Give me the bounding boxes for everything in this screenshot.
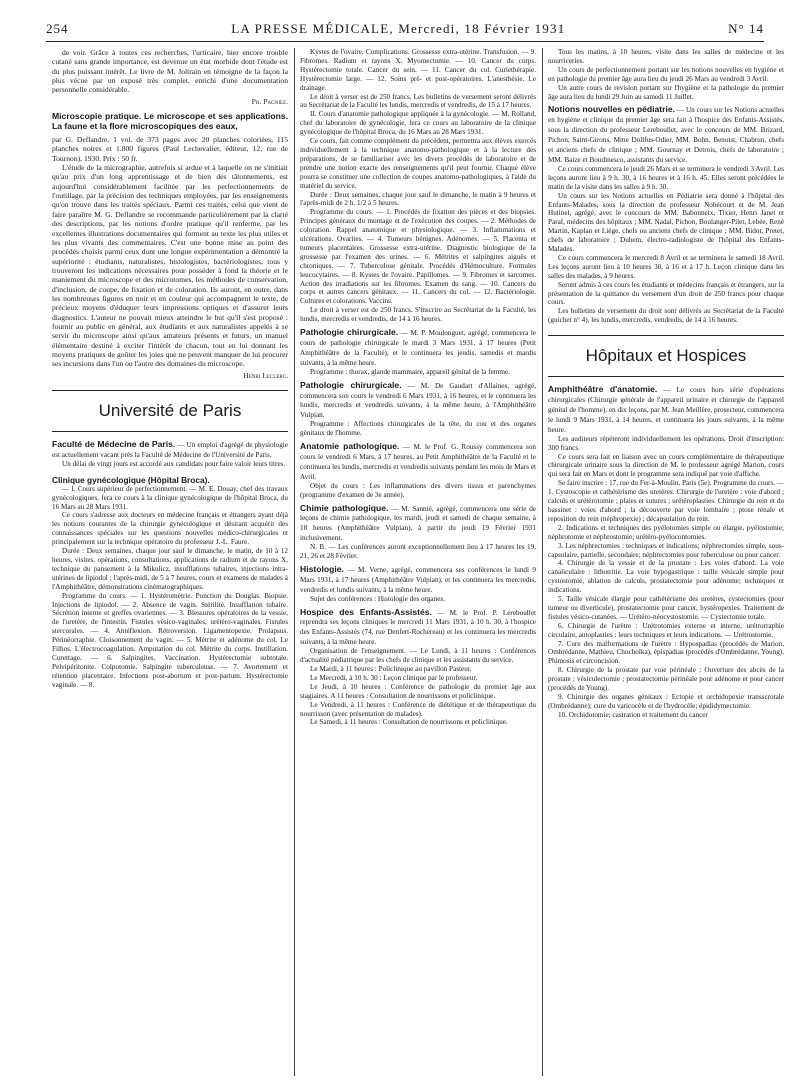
- review-body: L'étude de la micrographie, autrefois si ardue et à laquelle on ne s'initiait qu'au prix d'un long apprentissage et de bien des tâtonnements, est aujourd'hui considérablement facilitée par les perfectionnements de l'outillage, par la précision des techniques employées, par les enseignements qu'on trouve dans les traités spéciaux. Parmi ces traités, celui que vient de faire paraître M. G. Deflandre se recommande particulièrement par la clarté des descriptions, par les notions d'ordre pratique qu'il renferme, par les excellentes illustrations documentaires qui forment au texte les plus utiles et les plus vivants des commentaires. C'est une bonne mise au point des procédés choisis parmi ceux dont une longue expérimentation a démontré la supériorité : étudiants, naturalistes, histologistes, bactériologistes, tous y trouveront les indications nécessaires pour posséder à fond la théorie et le maniement du microscope et des microtomes, les méthodes de conservation, d'inclusion, de coupe, de fixation et de coloration. Ils auront, en outre, dans les nombreuses figures en noir et en couleur qui accompagnent le texte, de précieux moyens d'éduquer leurs impressions optiques et d'assurer leurs diagnostics. L'auteur ne pouvait mieux atteindre le but qu'il s'est proposé : fournir au public en général, aux étudiants et aux naturalistes appelés à se servir du microscope ainsi qu'aux amateurs présents et futurs, un manuel élémentaire destiné à exciter l'intérêt de chacun, tout en lui donnant les moyens pratiques de goûter les joies que ne peuvent manquer de lui procurer ses incursions dans l'un ou l'autre des domaines du microscope.: [52, 163, 288, 369]
- paragraph: 9. Chirurgie des organes génitaux : Ectopie et orchidopexie transscrotale (Ombrédanne); cure du varicocèle et de l'hydrocèle; épididymectomie.: [548, 693, 784, 710]
- page-header: [46, 18, 764, 40]
- paragraph: de voir. Grâce à toutes ces recherches, l'urticaire, hier encore trouble cutané sans grande importance, est devenue un état morbide dont l'étude est du plus puissant intérêt. Le livre de M. Joltrain en témoigne de la façon la plus vécue par un exposé très complet, enrichi d'une documentation personnelle considérable.: [52, 48, 288, 95]
- paragraph: Organisation de l'enseignement. — Le Lundi, à 11 heures : Conférences d'actualité pédiatrique par les chefs de clinique et les assistants du service.: [300, 647, 536, 665]
- page-number: 254: [46, 21, 69, 36]
- paragraph: Un autre cours de revision portant sur l'hygiène et la pathologie du premier âge aura lieu du lundi 29 Juin au samedi 11 Juillet.: [548, 83, 784, 101]
- item-heading: Notions nouvelles en pédiatrie.: [548, 104, 676, 115]
- paragraph: Objet du cours : Les inflammations des divers tissus et parenchymes (programme d'examen de 3e année).: [300, 481, 536, 499]
- section-banner: [548, 335, 784, 377]
- paragraph: N. B. — Les conférences auront exceptionnellement lieu à 17 heures les 19, 21, 26 et 28 Février.: [300, 543, 536, 561]
- paragraph: 10. Orchidotomie; castration et traitement du cancer: [558, 710, 708, 719]
- section-title: Hôpitaux et Hospices: [585, 346, 747, 366]
- item-heading: Chimie pathologique.: [300, 502, 389, 513]
- journal-title: LA PRESSE MÉDICALE, Mercredi, 18 Février 1931: [231, 21, 566, 36]
- section-title: Université de Paris: [98, 401, 242, 420]
- item-text: — M. De Gaudart d'Allaines, agrégé, commencera son cours le vendredi 6 Mars 1931, à 16 heures, et le continuera les lundis, mercredis et vendredis suivants, à la même heure, à l'Amphithéâtre Vulpian.: [300, 381, 536, 420]
- paragraph: Ce cours commencera le mercredi 8 Avril et se terminera le samedi 18 Avril. Les leçons auront lieu à 10 heures 30, à 16 et à 17 h. Leçon clinique dans les salles des malades, à 9 heures.: [548, 253, 784, 280]
- column-left: [52, 48, 288, 1078]
- paragraph: Un cours sur les Notions actuelles en Pédiatrie sera donné à l'hôpital des Enfants-Malades, sous la direction du professeur Nobécourt et de M. Jean Hutinel, agrégé, avec le concours de MM. Babonneix, Tixier, Henri Janet et Paraf, médecins des hôpitaux ; MM. Nadal, Pichon, Boulanger-Pilet, Lebée, René Martin, Kaplan et Liège, chefs ou anciens chefs de clinique ; MM. Bidot, Pretet, chefs de laboratoire ; Duhem, électro-radiologiste de l'hôpital des Enfants-Malades.: [548, 191, 784, 254]
- paragraph: 3. Les néphrectomies : techniques et indications; néphrectomies simple, sous-capsulaire, partielle, secondaire; néphrectomies pour tuberculose ou pour cancer.: [548, 541, 784, 559]
- paragraph: Kystes de l'ovaire. Complications. Grossesse extra-utérine. Transfusion. — 9. Fibromes. Radium et rayons X. Myomectomie. — 10. Cancer du corps. Hystérectomie totale. Cancer du sein. — 11. Cancer du col. Curiethérapie. Hystérectomie large. — 12. Soins pré- et post-opératoires. L'anesthésie. Le drainage.: [300, 48, 536, 92]
- paragraph: Les auditeurs répéteront individuellement les opérations. Droit d'inscription: 300 francs.: [548, 434, 784, 452]
- paragraph: Programme du cours. — 1. Procédés de fixation des pièces et des biopsies. Principes généraux du montage et de l'exécution des coupes. — 2. Méthodes de coloration. Rappel anatomique et physiologique. — 3. Inflammations et ulcérations. Ovarites. — 4. Tumeurs bénignes. Adénomes. — 5. Placenta et tumeurs placentaires. Grossesse extra-utérine. Diagnostic biologique de la grossesse par l'examen des urines. — 6. Métrites et salpingites aiguës et chroniques. — 7. Tuberculose génitale. Procédés d'Hémoculture. Formules leucocytaires. — 8. Kystes de l'ovaire. Papillomes. — 9. Fibromes et sarcomes. Action des irradiations sur les fibromes. Examen du sang. — 10. Cancers du corps et autres cancers génitaux. — 11. Cancers du col. — 12. Bactériologie. Cultures et colorations. Vaccins.: [300, 208, 536, 306]
- signature: Henri Leclerc.: [243, 370, 288, 380]
- paragraph: — I. Cours supérieur de perfectionnement. — M. E. Douay, chef des travaux gynécologiques, fera ce cours à la clinique gynécologique de l'hôpital Broca, du 16 Mars au 28 Mars 1931.: [52, 484, 288, 511]
- paragraph: Seront admis à ces cours les étudiants et médecins français et étrangers, sur la présentation de la quittance du versement d'un droit de 250 francs pour chaque cours.: [548, 280, 784, 307]
- review-meta: par G. Deflandre, 1 vol. de 373 pages avec 20 planches coloriées, 115 planches noires et 1.800 figures (Paul Lechevalier, éditeur, 12, rue de Tournon), 1930. Prix : 50 fr.: [52, 135, 288, 163]
- item-heading: Histologie.: [300, 563, 344, 574]
- item-heading: Hospice des Enfants-Assistés.: [300, 606, 432, 617]
- item-text: — M. Sannié, agrégé, commencera une série de leçons de chimie pathologique, les mardi, jeudi et samedi de chaque semaine, à 18 heures (Amphithéâtre Vulpian), à partir du jeudi 19 Février 1931 inclusivement.: [300, 504, 536, 543]
- paragraph: 4. Chirurgie de la vessie et de la prostate : Les voies d'abord. La voie canaliculaire : lithotritie. La voie hypogastrique : taille vésicale simple pour cystostomie, ablation de calculs, prostatectomie pour adénome; techniques et indications.: [548, 559, 784, 595]
- paragraph: Programme : Affections chirurgicales de la tête, du cou et des organes génitaux de l'homme.: [300, 420, 536, 438]
- item-text: — M. Verne, agrégé, commencera ses conférences le lundi 9 Mars 1931, à 17 heures (Amphithéâtre Vulpian), et les continuera les mercredis, vendredis et lundis suivants, à la même heure.: [300, 565, 536, 594]
- column-divider: [542, 48, 543, 1076]
- paragraph: II. Cours d'anatomie pathologique appliquée à la gynécologie. — M. Rolland, chef du laboratoire de gynécologie, fera ce cours au laboratoire de la clinique gynécologique de l'hôpital Broca, du 16 Mars au 28 Mars 1931.: [300, 110, 536, 137]
- column-divider: [294, 48, 295, 1076]
- paragraph: Le Vendredi, à 11 heures : Conférence de diététique et de thérapeutique du nourrisson (avec présentation de malades).: [300, 700, 536, 718]
- signature: Ph. Pagniez.: [251, 96, 288, 106]
- paragraph: Le droit à verser est de 250 francs. Les bulletins de versement seront délivrés au Secrétariat de la Faculté les lundis, mercredis et vendredis, de 15 à 17 heures.: [300, 92, 536, 110]
- review-title: Microscopie pratique. Le microscope et ses applications. La faune et la flore microscopiques des eaux,: [52, 111, 288, 132]
- paragraph: Durée : Deux semaines, chaque jour sauf le dimanche, le matin, de 10 à 12 heures, visites, opérations, consultations, applications de radium et de rayons X, technique du pansement à la Mikulicz, insufflations tubaires, injections intra-utérines de lipiodol ; l'après-midi, de 5 à 7 heures, cours et examens de malades à l'Amphithéâtre, démonstrations cinématographiques.: [52, 547, 288, 591]
- item-text: — M. le Prof. G. Roussy commencera son cours le vendredi 6 Mars, à 17 heures, au Petit Amphithéâtre de la Faculté et le continuera les lundis, mercredis et vendredis suivants pendant les mois de Mars et Avril.: [300, 443, 536, 481]
- item-heading: Pathologie chirurgicale.: [300, 379, 402, 390]
- item-text: — Un cours sur les Notions actuelles en hygiène et clinique du premier âge sera fait à l'hospice des Enfants-Assistés, sous la direction du professeur Lereboullet, avec le concours de MM. Brizard, Pichon, Saint-Girons, Mme Dollfus-Odier, MM. Bohn, Benoist, Chabrun, chefs et anciens chefs de clinique ; MM. Gournay et Detrois, chefs de laboratoire ; MM. Baize et Boudinesco, assistants du service.: [548, 106, 784, 164]
- paragraph: Tous les matins, à 10 heures, visite dans les salles de médecine et les nourriceries.: [548, 48, 784, 65]
- paragraph: 6. Chirurgie de l'urètre : Urétrotomies externe et interne, urétrorraphie circulaire, autoplasties : leurs techniques et leurs indications. — Urétrostomie.: [548, 621, 784, 639]
- column-right: [548, 48, 784, 1078]
- paragraph: Durée : Deux semaines, chaque jour sauf le dimanche, le matin à 9 heures et l'après-midi de 2 h. 1/2 à 5 heures.: [300, 190, 536, 208]
- paragraph: Se faire inscrire : 17, rue du Fer-à-Moulin, Paris (5e). Programme du cours. — 1. Cystoscopie et cathétérisme des uretères. Chirurgie de l'uretère : voie d'abord ; calculs et urétérotomie ; plaies et sutures ; urétéroplasties. Chirurgie du rein et du bassinet : voies d'abord ; la découverte par voie lombaire ; ptose rénale et reposition du rein (néphropexie) ; décapsulation du rein.: [548, 479, 784, 523]
- section-banner: [52, 390, 288, 432]
- paragraph: 2. Indications et techniques des pyélotomies simple ou élargie, pyélostomie; néphrotomie et néphrostomie; urétéro-pyélocontomies.: [548, 523, 784, 541]
- paragraph: Le Jeudi, à 10 heures : Conférence de pathologie du premier âge aux stagiaires. A 11 heures : Consultation de nourrissons et policlinique.: [300, 682, 536, 700]
- paragraph: Un cours de perfectionnement portant sur les notions nouvelles en hygiène et en pathologie du premier âge aura lieu du jeudi 26 Mars au vendredi 3 Avril.: [548, 65, 784, 83]
- item-text: — M. P. Moulonguet, agrégé, commencera le cours de pathologie chirurgicale le mardi 3 Mars 1931, à 17 heures (Petit Amphithéâtre de la Faculté), et le continuera les jeudis, samedis et mardis suivants, à la même heure.: [300, 329, 536, 367]
- issue-number: N° 14: [728, 21, 764, 36]
- item-text: — Un emploi d'agrégé de physiologie est actuellement vacant près la Faculté de Médecine de l'Université de Paris.: [52, 441, 288, 459]
- paragraph: Le Mardi, à 11 heures : Policlinique au pavillon Pasteur.: [310, 665, 472, 673]
- item-text: — M. le Prof. P. Lereboullet reprendra ses leçons cliniques le mercredi 11 Mars 1931, à 10 h. 30, à l'hospice des Enfants-Assistés (74, rue Denfert-Rochereau) et les continuera les mercredis suivants, à la même heure.: [300, 608, 536, 647]
- paragraph: Ce cours s'adresse aux docteurs en médecine français et étrangers ayant déjà les notions courantes de la chirurgie gynécologique et désirant acquérir des connaissances spéciales sur les questions nouvelles médico-chirurgicales et principalement sur la technique opératoire du professeur J.-L. Faure.: [52, 511, 288, 547]
- paragraph: Programme du cours. — 1. Hystéromètrie. Ponction du Douglas. Biopsie. Injections de lipiodol. — 2. Absence de vagin. Stérilité. Insufflation tubaire. Sécrétion interne et greffes ovariennes. — 3. Blessures opératoires de la vessie, de l'uretère, de l'intestin. Fistules vésico-vaginales, urétéro-vaginales. Fistules stercorales. — 4. Antéflexion. Rétroversion. Ligamentopexie. Prolapsus. Périnéorraphie. Cloisonnement du vagin. — 5. Métrite et adénome du col. Le Filhos. L'électrocoagulation. Amputation du col. Métrite du corps. Instillation. Curettage. — 6. Salpingites. Vaccination. Hystérectomie subtotale. Pelvipéritonite. Colpotomie. Salpingite tuberculeuse. — 7. Avortement et rétention placentaire. Infections post-abortum et post-partum. Hystérectomie vaginale. — 8.: [52, 591, 288, 689]
- paragraph: Le Samedi, à 11 heures : Consultation de nourrissons et policlinique.: [310, 718, 508, 727]
- item-text: — Le cours hors série d'opérations chirurgicales (Chirurgie générale de l'appareil urinaire et chirurgie de l'appareil génital de l'homme), en dix leçons, par M. Jean Meillère, prosecteur, commencera le lundi 9 Mars 1931, à 14 heures, et continuera les jours suivants, à la même heure.: [548, 386, 784, 434]
- item-heading: Faculté de Médecine de Paris.: [52, 439, 176, 449]
- item-heading: Pathologie chirurgicale.: [300, 327, 399, 338]
- paragraph: Ce cours commencera le jeudi 26 Mars et se terminera le vendredi 3 Avril. Les leçons auront lieu à 9 h. 30, à 16 heures et à 16 h. 45. Elles seront précédées le matin de la visite dans les salles à 9 h. 30.: [548, 164, 784, 191]
- item-heading: Amphithéâtre d'anatomie.: [548, 384, 658, 395]
- item-heading: Clinique gynécologique (Hôpital Broca).: [52, 474, 210, 485]
- paragraph: Programme : thorax, glande mammaire, appareil génital de la femme.: [310, 367, 510, 376]
- paragraph: Ce cours sera fait en liaison avec un cours complémentaire de thérapeutique chirurgicale urinaire sous la direction de M. le professeur agrégé Marion, cours qui sera fait en Mars et dont le programme sera indiqué par voie d'affiche.: [548, 452, 784, 479]
- paragraph: 8. Chirurgie de la prostate par voie périnéale : Ouverture des abcès de la prostate ; vésiculectomie ; prostatectomie périnéale pour adénome et pour cancer (procédés de Young).: [548, 666, 784, 693]
- header-rule: [46, 41, 764, 42]
- paragraph: Le Mercredi, à 10 h. 30 : Leçon clinique par le professeur.: [310, 673, 478, 682]
- paragraph: 7. Cure des malformations de l'urètre : Hypospadias (procédés de Marion, Ombrédanne, Mathieu, Chocholka), épispadias (procédés d'Ombrédanne, Young). Phimosis et circoncision.: [548, 639, 784, 666]
- paragraph: 5. Taille vésicale élargie pour cathétérisme des uretères, cystectomies (pour tumeur ou diverticule), prostatectomie pour cancer, hystéropexies. Traitement de fistules vésico-cutanées. — Urétéro-néocystostomie. — Cystectomie totale.: [548, 595, 784, 621]
- paragraph: Un délai de vingt jours est accordé aux candidats pour faire valoir leurs titres.: [62, 459, 286, 468]
- paragraph: Le droit à verser est de 250 francs. S'inscrire au Secrétariat de la Faculté, les lundis, mercredis et vendredis, de 14 à 16 heures.: [300, 306, 536, 324]
- paragraph: Sujet des conférences : Histologie des organes.: [310, 594, 445, 603]
- paragraph: Ce cours, fait comme complément du précédent, permettra aux élèves exercés individuellement à la technique anatomo-pathologique et à la lecture des préparations, de se familiariser avec les divers procédés de laboratoire et de prendre une notion exacte des renseignements qu'il peut fournir. Chaque élève pourra se constituer une collection de coupes anatomo-pathologiques, à l'aide du matériel du service.: [300, 137, 536, 190]
- item-heading: Anatomie pathologique.: [300, 441, 400, 452]
- column-middle: [300, 48, 536, 1078]
- paragraph: Les bulletins de versement du droit sont délivrés au Secrétariat de la Faculté (guichet n° 4), les lundis, mercredis, vendredis, de 14 à 16 heures.: [548, 307, 784, 325]
